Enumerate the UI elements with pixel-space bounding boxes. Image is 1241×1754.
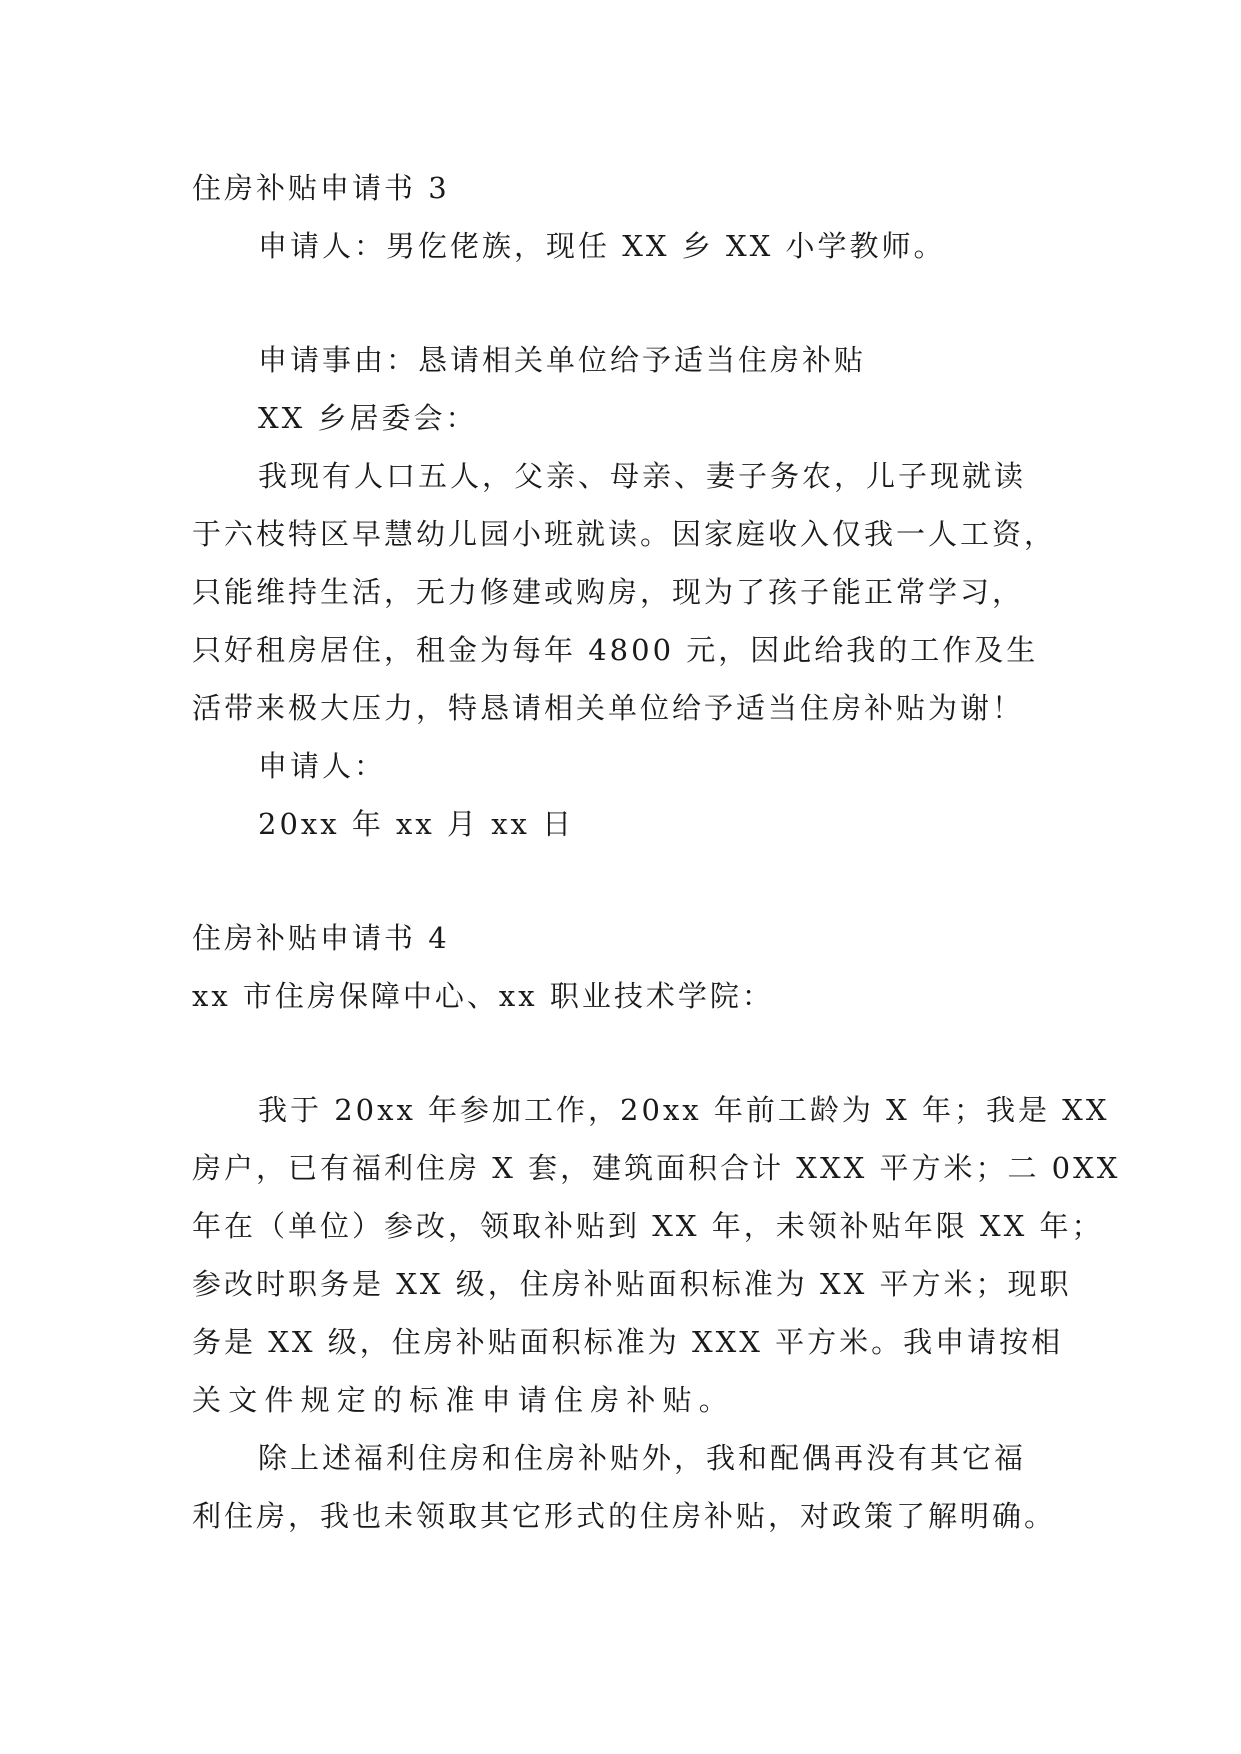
section3-date: 20xx 年 xx 月 xx 日 — [258, 807, 575, 841]
section3-recipient: XX 乡居委会： — [258, 401, 478, 435]
section4-title: 住房补贴申请书 4 — [192, 921, 450, 955]
section4-paragraph2-line: 利住房，我也未领取其它形式的住房补贴，对政策了解明确。 — [192, 1499, 1057, 1533]
section3-body-line: 只好租房居住，租金为每年 4800 元，因此给我的工作及生 — [192, 633, 1039, 667]
section4-paragraph1-line: 年在（单位）参改，领取补贴到 XX 年，未领补贴年限 XX 年； — [192, 1209, 1104, 1243]
section4-recipient: xx 市住房保障中心、xx 职业技术学院： — [192, 979, 774, 1013]
section4-paragraph2-line: 除上述福利住房和住房补贴外，我和配偶再没有其它福 — [258, 1441, 1027, 1475]
section3-body-line: 只能维持生活，无力修建或购房，现为了孩子能正常学习， — [192, 575, 1025, 609]
section4-paragraph1-line: 参改时职务是 XX 级，住房补贴面积标准为 XX 平方米；现职 — [192, 1267, 1072, 1301]
section3-applicant-line: 申请人：男仡佬族，现任 XX 乡 XX 小学教师。 — [258, 229, 946, 263]
section3-reason-line: 申请事由：恳请相关单位给予适当住房补贴 — [258, 343, 867, 377]
section3-body-line: 我现有人口五人，父亲、母亲、妻子务农，儿子现就读 — [258, 459, 1027, 493]
section3-body-line: 于六枝特区早慧幼儿园小班就读。因家庭收入仅我一人工资， — [192, 517, 1057, 551]
section4-paragraph1-line: 我于 20xx 年参加工作，20xx 年前工龄为 X 年；我是 XX — [258, 1093, 1110, 1127]
section4-paragraph1-line: 务是 XX 级，住房补贴面积标准为 XXX 平方米。我申请按相 — [192, 1325, 1064, 1359]
section3-body-line: 活带来极大压力，特恳请相关单位给予适当住房补贴为谢！ — [192, 691, 1025, 725]
section3-signature-label: 申请人： — [258, 749, 387, 783]
section4-paragraph1-line: 关文件规定的标准申请住房补贴。 — [192, 1383, 736, 1417]
section4-paragraph1-line: 房户，已有福利住房 X 套，建筑面积合计 XXX 平方米；二 0XX — [192, 1151, 1121, 1185]
section3-title: 住房补贴申请书 3 — [192, 171, 450, 205]
